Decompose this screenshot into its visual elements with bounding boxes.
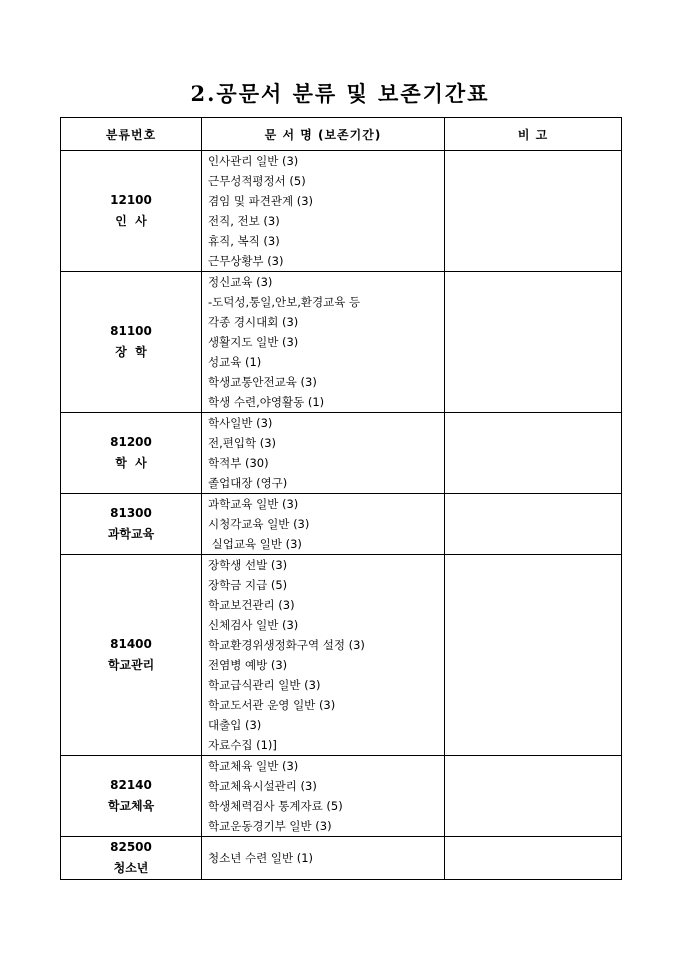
- classification-cell: [61, 413, 202, 494]
- classification-cell: [61, 272, 202, 413]
- document-item: 각종 경시대회 (3): [208, 315, 299, 329]
- classification-cell: [61, 837, 202, 880]
- document-item: 시청각교육 일반 (3): [208, 517, 310, 531]
- header-note: 비 고: [445, 118, 622, 151]
- classification-cell: [61, 494, 202, 555]
- document-item: 학교보건관리 (3): [208, 598, 295, 612]
- classification-label: 과학교육: [107, 527, 155, 541]
- document-item: 자료수집 (1)]: [208, 738, 277, 752]
- document-item: 전,편입학 (3): [208, 436, 277, 450]
- classification-label: 학교체육: [107, 799, 155, 813]
- document-item: 학적부 (30): [208, 456, 269, 470]
- classification-label: 청소년: [113, 861, 149, 875]
- classification-cell: [61, 555, 202, 756]
- table-row: [61, 555, 622, 756]
- document-item: 근무상황부 (3): [208, 254, 284, 268]
- note-cell: [445, 756, 622, 837]
- document-item: 전직, 전보 (3): [208, 214, 280, 228]
- document-item: -도덕성,통일,안보,환경교육 등: [208, 295, 361, 309]
- document-item: 학사일반 (3): [208, 416, 273, 430]
- note-cell: [445, 494, 622, 555]
- classification-cell: [61, 756, 202, 837]
- document-item: 휴직, 복직 (3): [208, 234, 280, 248]
- document-item: 장학금 지급 (5): [208, 578, 288, 592]
- document-item: 졸업대장 (영구): [208, 476, 288, 490]
- document-item: 장학생 선발 (3): [208, 558, 288, 572]
- classification-code: 81100: [110, 324, 152, 338]
- document-list-cell: [202, 837, 445, 880]
- document-item: 학생교통안전교육 (3): [208, 375, 317, 389]
- document-item: 학생 수련,야영활동 (1): [208, 395, 325, 409]
- table-row: [61, 272, 622, 413]
- document-item: 대출입 (3): [208, 718, 262, 732]
- header-code: 분류번호: [61, 118, 202, 151]
- table-row: [61, 151, 622, 272]
- document-item: 학교운동경기부 일반 (3): [208, 819, 332, 833]
- table-header-row: [61, 118, 622, 151]
- note-cell: [445, 837, 622, 880]
- note-cell: [445, 555, 622, 756]
- document-item: 성교육 (1): [208, 355, 262, 369]
- document-list-cell: [202, 151, 445, 272]
- header-name: 문 서 명 (보존기간): [202, 118, 445, 151]
- classification-cell: [61, 151, 202, 272]
- document-item: 과학교육 일반 (3): [208, 497, 299, 511]
- document-item: 청소년 수련 일반 (1): [208, 851, 314, 865]
- classification-label: 장 학: [115, 345, 147, 359]
- document-item: 학교체육 일반 (3): [208, 759, 299, 773]
- page-title: 2.공문서 분류 및 보존기간표: [190, 81, 490, 106]
- document-item: 정신교육 (3): [208, 275, 273, 289]
- document-item: 전염병 예방 (3): [208, 658, 288, 672]
- document-item: 근무성적평정서 (5): [208, 174, 306, 188]
- classification-label: 인 사: [115, 214, 147, 228]
- classification-table: [60, 117, 622, 880]
- classification-code: 81200: [110, 435, 152, 449]
- table-row: [61, 837, 622, 880]
- note-cell: [445, 151, 622, 272]
- document-item: 실업교육 일반 (3): [208, 537, 302, 551]
- document-item: 생활지도 일반 (3): [208, 335, 299, 349]
- classification-code: 82500: [110, 840, 152, 854]
- document-list-cell: [202, 555, 445, 756]
- classification-code: 82140: [110, 778, 152, 792]
- document-item: 학교도서관 운영 일반 (3): [208, 698, 336, 712]
- classification-label: 학교관리: [107, 658, 155, 672]
- document-item: 신체검사 일반 (3): [208, 618, 299, 632]
- document-item: 학교급식관리 일반 (3): [208, 678, 321, 692]
- document-list-cell: [202, 413, 445, 494]
- document-list-cell: [202, 272, 445, 413]
- table-row: [61, 494, 622, 555]
- note-cell: [445, 272, 622, 413]
- table-row: [61, 756, 622, 837]
- document-list-cell: [202, 494, 445, 555]
- document-item: 학생체력검사 통계자료 (5): [208, 799, 343, 813]
- classification-code: 12100: [110, 193, 152, 207]
- table-row: [61, 413, 622, 494]
- document-item: 인사관리 일반 (3): [208, 154, 299, 168]
- document-list-cell: [202, 756, 445, 837]
- classification-label: 학 사: [115, 456, 147, 470]
- document-item: 겸임 및 파견관계 (3): [208, 194, 314, 208]
- note-cell: [445, 413, 622, 494]
- document-item: 학교체육시설관리 (3): [208, 779, 317, 793]
- classification-code: 81300: [110, 506, 152, 520]
- classification-code: 81400: [110, 637, 152, 651]
- document-item: 학교환경위생정화구역 설정 (3): [208, 638, 365, 652]
